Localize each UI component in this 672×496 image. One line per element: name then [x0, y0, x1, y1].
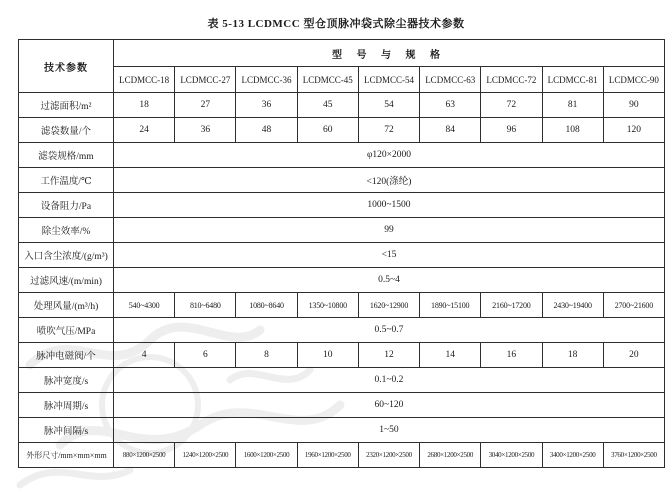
cell: 1960×1200×2500: [297, 443, 358, 468]
cell: 18: [114, 93, 175, 118]
cell: 108: [542, 118, 603, 143]
row-label: 脉冲间隔/s: [19, 418, 114, 443]
cell-span: 99: [114, 218, 665, 243]
cell: 3400×1200×2500: [542, 443, 603, 468]
cell-span: 1000~1500: [114, 193, 665, 218]
cell: 81: [542, 93, 603, 118]
cell: 96: [481, 118, 542, 143]
cell-span: 0.5~0.7: [114, 318, 665, 343]
cell: 880×1200×2500: [114, 443, 175, 468]
table-row-bag-spec: [19, 143, 665, 168]
row-label: 除尘效率/%: [19, 218, 114, 243]
cell: 3040×1200×2500: [481, 443, 542, 468]
model-header: LCDMCC-54: [358, 67, 419, 93]
cell: 2700~21600: [603, 293, 664, 318]
row-label: 处理风量/(m³/h): [19, 293, 114, 318]
cell: 1080~8640: [236, 293, 297, 318]
cell: 36: [175, 118, 236, 143]
table-row-pulse-interval: [19, 418, 665, 443]
cell: 48: [236, 118, 297, 143]
table-row-blow-pressure: [19, 318, 665, 343]
table-row-efficiency: [19, 218, 665, 243]
table-row-bag-count: [19, 118, 665, 143]
cell: 8: [236, 343, 297, 368]
model-header: LCDMCC-72: [481, 67, 542, 93]
row-label: 脉冲电磁阀/个: [19, 343, 114, 368]
cell: 120: [603, 118, 664, 143]
cell: 1620~12900: [358, 293, 419, 318]
cell: 2160~17200: [481, 293, 542, 318]
table-row-pulse-width: [19, 368, 665, 393]
cell: 63: [420, 93, 481, 118]
corner-header: 技术参数: [19, 40, 114, 93]
row-label: 脉冲宽度/s: [19, 368, 114, 393]
group-header: 型 号 与 规 格: [114, 40, 665, 67]
cell: 24: [114, 118, 175, 143]
cell: 1350~10800: [297, 293, 358, 318]
table-title: 表 5-13 LCDMCC 型仓顶脉冲袋式除尘器技术参数: [207, 18, 465, 30]
cell: 60: [297, 118, 358, 143]
row-label: 外形尺寸/mm×mm×mm: [19, 443, 114, 468]
cell: 20: [603, 343, 664, 368]
table-row-dimensions: [19, 443, 665, 468]
table-row-inlet-concentration: [19, 243, 665, 268]
scanned-page: [0, 15, 672, 496]
header-group-row: [19, 40, 665, 67]
row-label: 滤袋规格/mm: [19, 143, 114, 168]
cell: 4: [114, 343, 175, 368]
cell: 18: [542, 343, 603, 368]
row-label: 过滤面积/m²: [19, 93, 114, 118]
model-header: LCDMCC-90: [603, 67, 664, 93]
cell: 45: [297, 93, 358, 118]
cell: 3760×1200×2500: [603, 443, 664, 468]
cell: 72: [481, 93, 542, 118]
cell: 10: [297, 343, 358, 368]
model-header: LCDMCC-63: [420, 67, 481, 93]
table-row-pulse-valves: [19, 343, 665, 368]
row-label: 设备阻力/Pa: [19, 193, 114, 218]
table-row-work-temp: [19, 168, 665, 193]
cell-span: φ120×2000: [114, 143, 665, 168]
cell: 1240×1200×2500: [175, 443, 236, 468]
cell: 2680×1200×2500: [420, 443, 481, 468]
model-header: LCDMCC-81: [542, 67, 603, 93]
cell: 12: [358, 343, 419, 368]
cell: 810~6480: [175, 293, 236, 318]
row-label: 滤袋数量/个: [19, 118, 114, 143]
cell: 540~4300: [114, 293, 175, 318]
cell-span: <15: [114, 243, 665, 268]
cell-span: 0.1~0.2: [114, 368, 665, 393]
cell: 90: [603, 93, 664, 118]
cell-span: <120(涤纶): [114, 168, 665, 193]
model-header: LCDMCC-36: [236, 67, 297, 93]
model-header: LCDMCC-18: [114, 67, 175, 93]
cell: 14: [420, 343, 481, 368]
cell: 1600×1200×2500: [236, 443, 297, 468]
model-header: LCDMCC-45: [297, 67, 358, 93]
cell: 1890~15100: [420, 293, 481, 318]
spec-table: [18, 39, 665, 468]
row-label: 脉冲周期/s: [19, 393, 114, 418]
cell: 27: [175, 93, 236, 118]
cell: 16: [481, 343, 542, 368]
cell: 84: [420, 118, 481, 143]
cell-span: 0.5~4: [114, 268, 665, 293]
table-row-resistance: [19, 193, 665, 218]
cell-span: 60~120: [114, 393, 665, 418]
cell: 2430~19400: [542, 293, 603, 318]
cell: 72: [358, 118, 419, 143]
model-header: LCDMCC-27: [175, 67, 236, 93]
cell: 2320×1200×2500: [358, 443, 419, 468]
cell: 36: [236, 93, 297, 118]
table-row-pulse-period: [19, 393, 665, 418]
cell-span: 1~50: [114, 418, 665, 443]
table-row-air-volume: [19, 293, 665, 318]
table-row-filter-area: [19, 93, 665, 118]
cell: 6: [175, 343, 236, 368]
row-label: 喷吹气压/MPa: [19, 318, 114, 343]
row-label: 工作温度/℃: [19, 168, 114, 193]
header-models-row: [19, 67, 665, 93]
cell: 54: [358, 93, 419, 118]
row-label: 过滤风速/(m/min): [19, 268, 114, 293]
table-row-filter-velocity: [19, 268, 665, 293]
row-label: 入口含尘浓度/(g/m³): [19, 243, 114, 268]
